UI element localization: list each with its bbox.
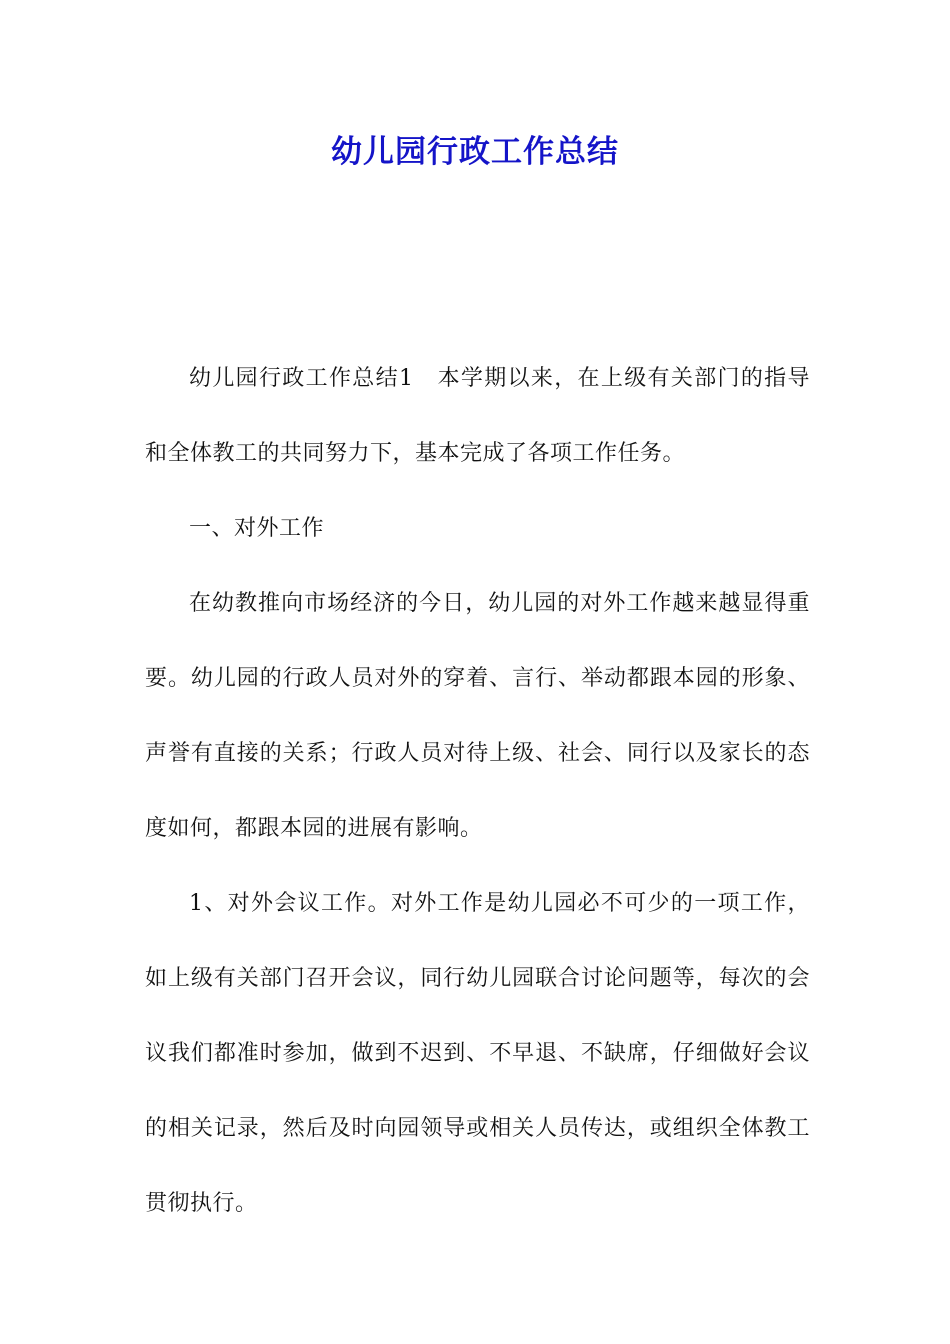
paragraph-intro: 幼儿园行政工作总结1 本学期以来，在上级有关部门的指导和全体教工的共同努力下，基本完成了各项工作任务。 — [145, 366, 810, 466]
document-title: 幼儿园行政工作总结 — [331, 134, 619, 170]
section-heading-external-work: 一、对外工作 — [189, 516, 325, 541]
paragraph-external-meetings: 1、对外会议工作。对外工作是幼儿园必不可少的一项工作，如上级有关部门召开会议，同行幼儿园联合讨论问题等，每次的会议我们都准时参加，做到不迟到、不早退、不缺席，仔细做好会议的相关记录，然后及时向园领导或相关人员传达，或组织全体教工贯彻执行。 — [145, 891, 810, 1216]
document-body — [145, 341, 810, 1241]
paragraph-external-work: 在幼教推向市场经济的今日，幼儿园的对外工作越来越显得重要。幼儿园的行政人员对外的穿着、言行、举动都跟本园的形象、声誉有直接的关系；行政人员对待上级、社会、同行以及家长的态度如何，都跟本园的进展有影响。 — [145, 591, 810, 841]
